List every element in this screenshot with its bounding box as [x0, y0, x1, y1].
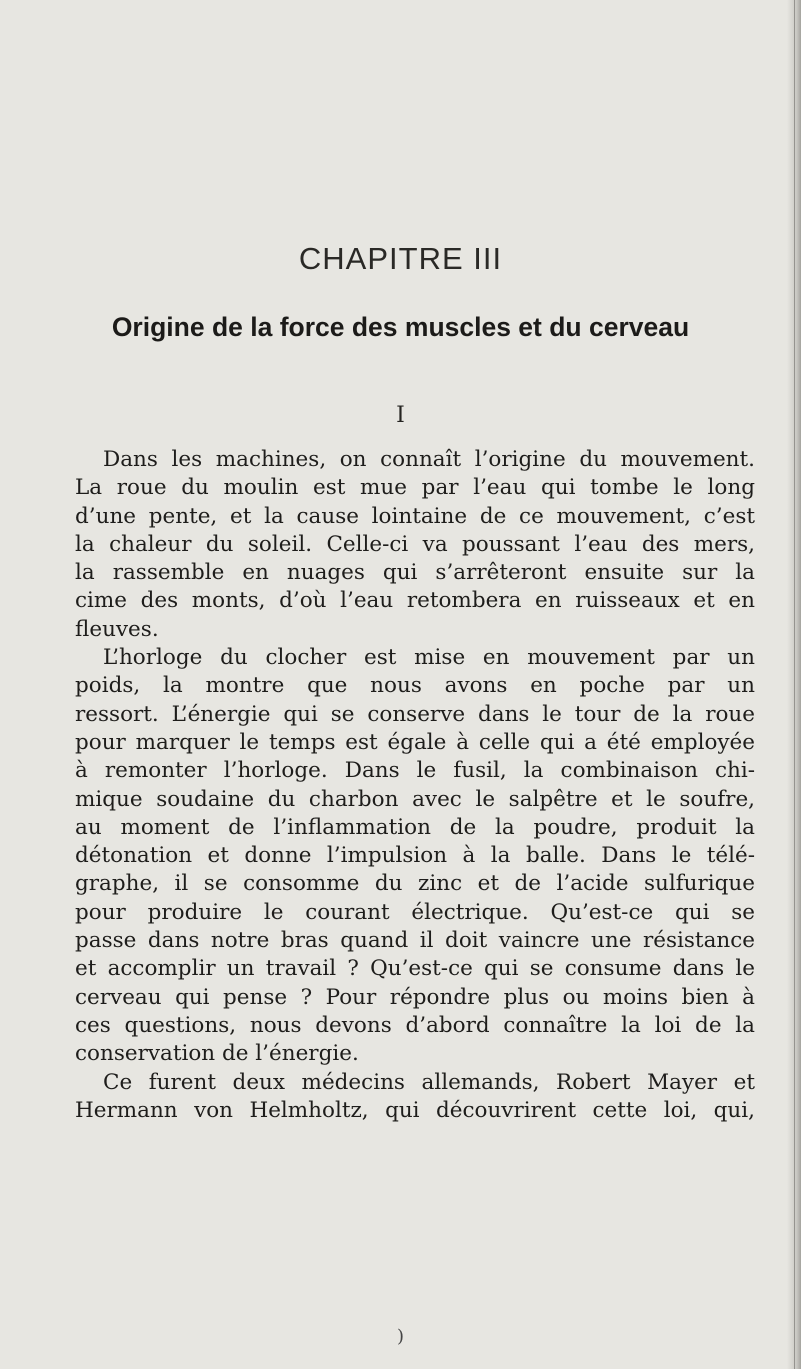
- text-line: cime des monts, d’où l’eau retombera en ruisseaux et en: [75, 588, 755, 614]
- text-line: Dans les machines, on connaît l’origine du mouvement.: [103, 447, 755, 472]
- text-line: cerveau qui pense ? Pour répondre plus ou moins bien à: [75, 984, 755, 1010]
- text-line: conservation de l’énergie.: [75, 1041, 359, 1067]
- text-line: poids, la montre que nous avons en poche par un: [75, 673, 755, 699]
- paragraph: [75, 1069, 755, 1126]
- text-line: pour produire le courant électrique. Qu’est-ce qui se: [75, 899, 755, 925]
- text-line: mique soudaine du charbon avec le salpêtre et le soufre,: [75, 786, 755, 812]
- text-line: ressort. L’énergie qui se conserve dans le tour de la roue: [75, 701, 755, 727]
- folio-mark: ): [396, 1326, 405, 1347]
- text-line: la rassemble en nuages qui s’arrêteront ensuite sur la: [75, 560, 755, 586]
- text-line: pour marquer le temps est égale à celle qui a été employée: [75, 729, 755, 755]
- text-line: détonation et donne l’impulsion à la balle. Dans le télé-: [75, 843, 755, 869]
- paragraph: [75, 446, 755, 644]
- chapter-heading: CHAPITRE III: [298, 241, 503, 276]
- text-line: et accomplir un travail ? Qu’est-ce qui se consume dans le: [75, 956, 755, 982]
- text-line: La roue du moulin est mue par l’eau qui tombe le long: [75, 475, 755, 501]
- paragraph: [75, 644, 755, 1068]
- section-number: I: [396, 403, 405, 428]
- text-line: passe dans notre bras quand il doit vaincre une résistance: [75, 928, 755, 954]
- text-line: d’une pente, et la cause lointaine de ce mouvement, c’est: [75, 503, 755, 529]
- text-line: fleuves.: [75, 616, 159, 642]
- text-line: L’horloge du clocher est mise en mouvement par un: [103, 645, 755, 671]
- text-line: ces questions, nous devons d’abord connaître la loi de la: [75, 1012, 755, 1038]
- text-line: Hermann von Helmholtz, qui découvrirent cette loi, qui,: [75, 1097, 755, 1123]
- text-line: la chaleur du soleil. Celle-ci va poussant l’eau des mers,: [75, 531, 755, 557]
- text-line: au moment de l’inflammation de la poudre, produit la: [75, 814, 755, 840]
- text-line: à remonter l’horloge. Dans le fusil, la combinaison chi-: [75, 758, 755, 784]
- text-line: graphe, il se consomme du zinc et de l’acide sulfurique: [75, 871, 755, 897]
- chapter-title: Origine de la force des muscles et du cerveau: [111, 312, 690, 342]
- body-text: [75, 446, 755, 1125]
- text-line: Ce furent deux médecins allemands, Robert Mayer et: [103, 1069, 755, 1095]
- page-edge-line: [794, 0, 795, 1369]
